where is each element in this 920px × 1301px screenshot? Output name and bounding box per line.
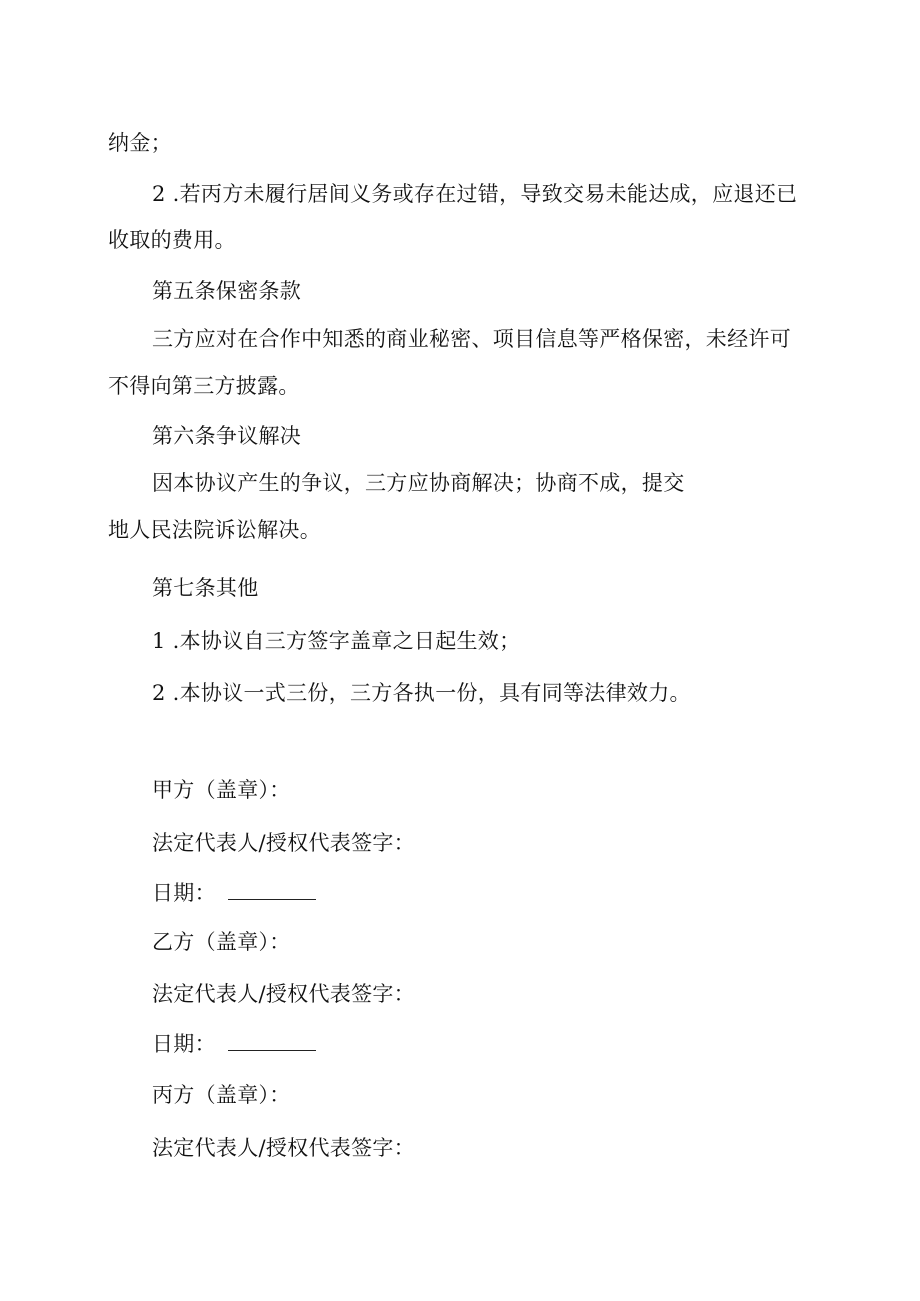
paragraph-text: 三方应对在合作中知悉的商业秘密、项目信息等严格保密，未经许可 <box>152 327 791 351</box>
clause-item-2: 2 .若丙方未履行居间义务或存在过错，导致交易未能达成，应退还已 <box>152 182 798 206</box>
paragraph-text: 因本协议产生的争议，三方应协商解决；协商不成，提交 <box>152 471 685 495</box>
party-c-seal-label: 丙方（盖章）： <box>152 1083 291 1107</box>
paragraph-text: 地人民法院诉讼解决。 <box>108 518 321 542</box>
party-a-date-row <box>152 879 316 907</box>
paragraph-text: 收取的费用。 <box>108 228 236 252</box>
party-a-signature-label: 法定代表人/授权代表签字： <box>152 831 415 855</box>
party-b-date-label: 日期： <box>152 1032 216 1056</box>
article-heading-7: 第七条其他 <box>152 576 259 600</box>
article-heading-5: 第五条保密条款 <box>152 279 302 303</box>
party-b-signature-label: 法定代表人/授权代表签字： <box>152 982 415 1006</box>
party-a-date-label: 日期： <box>152 881 216 905</box>
paragraph-text: 纳金； <box>108 131 172 155</box>
paragraph-text: 不得向第三方披露。 <box>108 374 300 398</box>
party-b-date-row <box>152 1030 316 1058</box>
party-a-seal-label: 甲方（盖章）： <box>152 778 291 802</box>
party-c-signature-label: 法定代表人/授权代表签字： <box>152 1136 415 1160</box>
party-b-date-blank[interactable] <box>228 1032 316 1051</box>
party-b-seal-label: 乙方（盖章）： <box>152 930 291 954</box>
clause-item-2: 2 .本协议一式三份，三方各执一份，具有同等法律效力。 <box>152 681 691 705</box>
clause-item-1: 1 .本协议自三方签字盖章之日起生效； <box>152 629 521 653</box>
party-a-date-blank[interactable] <box>228 881 316 900</box>
article-heading-6: 第六条争议解决 <box>152 424 302 448</box>
